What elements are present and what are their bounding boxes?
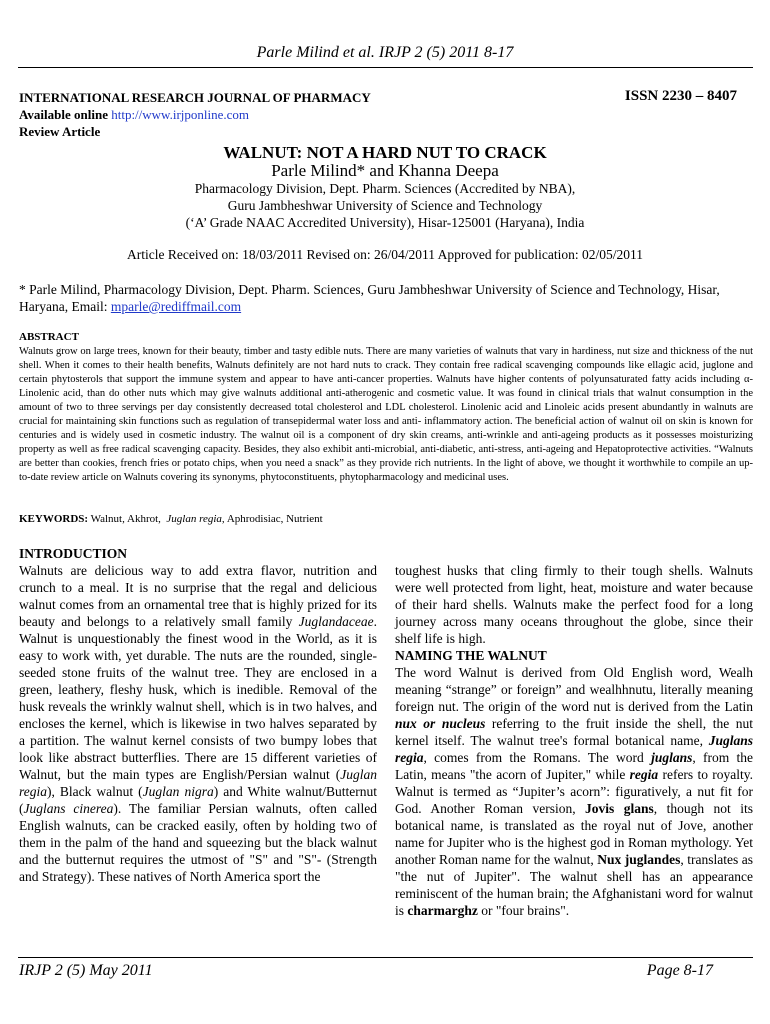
introduction-column [19,545,377,885]
introduction-heading: INTRODUCTION [19,546,128,561]
keywords-part: Aphrodisiac, Nutrient [224,513,323,525]
keywords [19,513,323,525]
text-run: . Walnut is unquestionably the finest wood in the World, as it is easy to work with, yet durable. The nuts are the rounded, single-seeded stone fruits of the walnut tree. They are enclosed in a green, leathery, fleshy husk, which is inedible. Removal of the husk reveals the wrinkly walnut shell, which is in two halves, and encloses the kernel, which is likewise in two halves separated by a partition. The walnut kernel consists of two bumpy lobes that look like abstract butterflies. There are 15 different varieties of Walnut, but the main types are English/Persian walnut ( [19,614,377,782]
journal-url-link[interactable]: http://www.irjponline.com [111,107,250,122]
keywords-label: KEYWORDS: [19,513,89,525]
introduction-paragraph [19,562,377,885]
article-dates: Article Received on: 18/03/2011 Revised on: 26/04/2011 Approved for publication: 02/05/2011 [127,247,643,262]
abstract-heading: ABSTRACT [19,331,79,343]
correspondence-text: * Parle Milind, Pharmacology Division, Dept. Pharm. Sciences, Guru Jambheshwar University of Science and Technology, Hisar, Haryana, Email: [19,282,720,314]
journal-name: INTERNATIONAL RESEARCH JOURNAL OF PHARMACY [19,90,371,105]
correspondence [19,281,754,315]
affiliation-line: Guru Jambheshwar University of Science and Technology [227,198,543,213]
article-type: Review Article [19,124,101,139]
keywords-italic: Juglan regia, [166,513,225,525]
text-run: , comes from the Romans. The word [423,750,652,765]
text-run: referring to the fruit inside the shell, the nut kernel itself. The walnut tree's formal botanical name, [395,716,753,748]
text-run: ), Black walnut ( [47,784,143,799]
bold-italic-term: regia [629,767,659,782]
authors: Parle Milind* and Khanna Deepa [271,161,499,180]
text-run: or "four brains". [477,903,570,918]
bold-italic-term: nux or nucleus [395,716,486,731]
availability-line [19,107,249,123]
bold-term: Nux juglandes [597,852,681,867]
issn: ISSN 2230 – 8407 [624,88,737,104]
text-run: ) and White walnut/Butternut ( [19,784,377,816]
right-column [395,562,753,919]
introduction-continuation: toughest husks that cling firmly to their tough shells. Walnuts were well protected from light, heat, moisture and water because of their hard shells. Walnuts make the perfect food for a long journey across many oceans throughout the globe, since their shelf life is high. [395,563,753,646]
naming-heading: NAMING THE WALNUT [395,648,547,663]
italic-term: Juglan regia [19,767,377,799]
footer-issue: IRJP 2 (5) May 2011 [19,962,153,979]
affiliation-line: Pharmacology Division, Dept. Pharm. Sciences (Accredited by NBA), [194,181,576,196]
affiliation [0,180,770,231]
italic-term: Juglan nigra [142,784,214,799]
bold-term: Jovis glans [585,801,654,816]
text-run: The word Walnut is derived from Old English word, Wealh meaning “strange” or foreign” and wealhhnutu, literally meaning foreign nut. The origin of the word nut is derived from the Latin [395,665,753,714]
article-title: WALNUT: NOT A HARD NUT TO CRACK [223,143,547,162]
available-label: Available online [19,107,108,122]
text-run: Walnuts are delicious way to add extra flavor, nutrition and crunch to a meal. It is no surprise that the regal and delicious walnut comes from an ornamental tree that is highly prized for its beauty and belongs to a relatively small family [19,563,377,629]
footer-rule [18,957,753,958]
bold-term: charmarghz [407,903,478,918]
footer-page: Page 8-17 [646,962,713,979]
bold-italic-term: Juglans regia [395,733,753,765]
header-rule [18,67,753,68]
running-header: Parle Milind et al. IRJP 2 (5) 2011 8-17 [256,44,514,61]
italic-term: Juglandaceae [298,614,374,629]
italic-term: Juglans cinerea [23,801,114,816]
text-run: ). The familiar Persian walnuts, often called English walnuts, can be cracked easily, often by holding two of them in the palm of the hand and squeezing but the black walnut and the butternut requires the utmost of "S" and "S"- (Strength and Strategy). These natives of North America sport the [19,801,378,884]
bold-italic-term: juglans [651,750,693,765]
text-run: , though not its botanical name, is translated as the royal nut of Jove, another name for Jupiter who is the highest god in Roman mythology. Yet another Roman name for the walnut, [395,801,753,867]
abstract-text: Walnuts grow on large trees, known for their beauty, timber and tasty edible nuts. There are many varieties of walnuts that vary in hardiness, nut size and thickness of the nut shell. When it comes to their health benefits, Walnuts definitely are not hard nuts to crack. They contain free radical scavenging compounds like ellagic acid, juglone and certain phytosterols that support the immune system and appear to have anti-cancer properties. Walnuts have higher contents of polyunsaturated fatty acids including α-Linolenic acid, than do other nuts which may give walnuts additional anti-atherogenic and cosmetic value. It was found in clinical trials that walnut consumption in the amount of two to three servings per day consistently decreased total cholesterol and LDL cholesterol. Linolenic acid and Linoleic acids present abundantly in walnuts are crucial for maintaining skin functions such as regulation of transepidermal water loss and anti- inflammatory action. The beneficial action of walnut oil on skin is known for centuries and is widely used in cosmetic industry. The walnut oil is a component of dry skin creams, anti-wrinkle and anti-ageing products as it possesses moisturizing property as well as free radical scavenging capacity. Besides, they also exhibit anti-microbial, anti-diabetic, anti-stress, anti-ageing and Hepatoprotective activities. “Walnuts are better than cookies, french fries or potato chips, when you need a snack” as they provide rich nutrients. In the light of above, we thought it worthwhile to compile an up-to-date review article on Walnuts covering its synonyms, phytoconstituents, phytopharmacology and medicinal uses. [19,346,753,483]
affiliation-line: (‘A’ Grade NAAC Accredited University), Hisar-125001 (Haryana), India [185,215,585,230]
text-run: , from the Latin, means "the acorn of Jupiter," while [395,750,753,782]
naming-paragraph [395,664,753,919]
text-run: , translates as "the nut of Jupiter". The walnut shell has an appearance reminiscent of the human brain; the Afghanistani word for walnut is [395,852,753,918]
keywords-part: Walnut, Akhrot, [88,513,161,525]
text-run: refers to royalty. Walnut is termed as “Jupiter’s acorn”: figuratively, a nut fit for God. Another Roman version, [395,767,753,816]
email-link[interactable]: mparle@rediffmail.com [110,299,242,314]
